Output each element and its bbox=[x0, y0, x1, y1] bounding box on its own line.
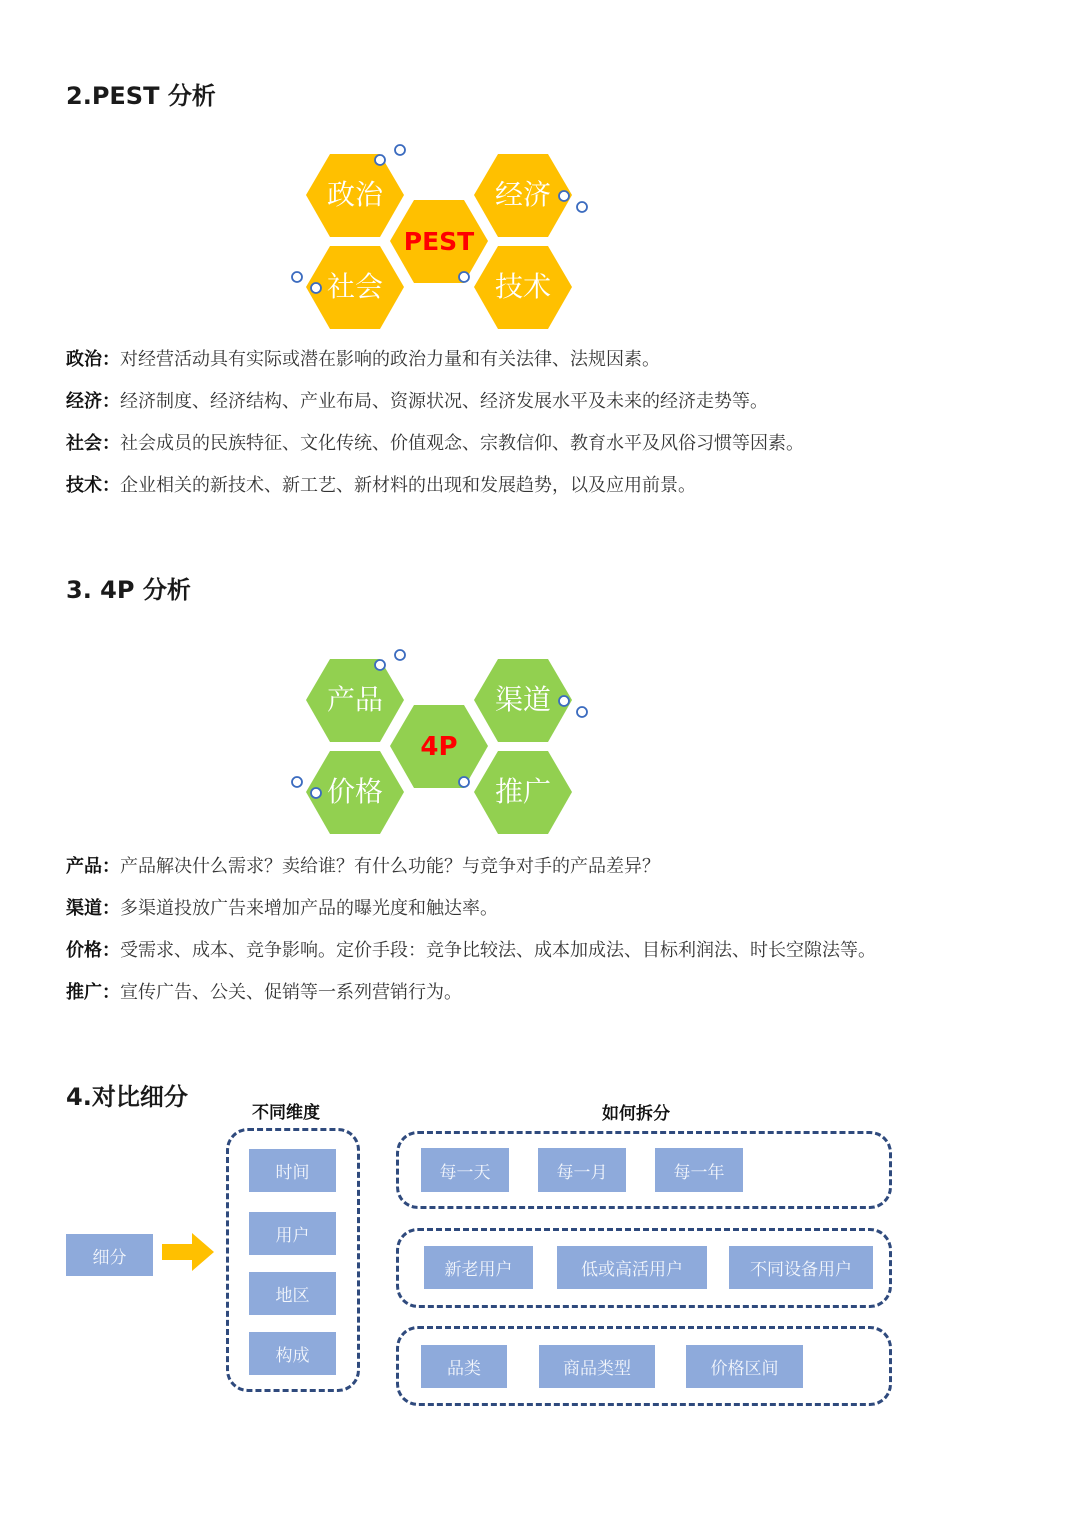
dimension-box-user: 用户 bbox=[249, 1212, 336, 1255]
hex-economy-label: 经济 bbox=[494, 178, 552, 211]
pest-item-society bbox=[66, 431, 804, 457]
definition: 经济制度、经济结构、产业布局、资源状况、经济发展水平及未来的经济走势等。 bbox=[120, 391, 768, 412]
definition: 企业相关的新技术、新工艺、新材料的出现和发展趋势，以及应用前景。 bbox=[120, 475, 696, 496]
selection-handle bbox=[311, 788, 321, 798]
dimension-box-region: 地区 bbox=[249, 1272, 336, 1315]
hex-society-label: 社会 bbox=[326, 270, 384, 303]
dimension-box-time: 时间 bbox=[249, 1149, 336, 1192]
definition: 多渠道投放广告来增加产品的曝光度和触达率。 bbox=[120, 898, 498, 919]
selection-handle bbox=[292, 777, 302, 787]
split-box: 商品类型 bbox=[539, 1345, 655, 1388]
term: 推广： bbox=[66, 982, 120, 1003]
hex-center-label: PEST bbox=[403, 227, 475, 256]
term: 渠道： bbox=[66, 898, 120, 919]
term: 技术： bbox=[66, 475, 120, 496]
pest-item-economy bbox=[66, 389, 768, 415]
pest-item-technology bbox=[66, 473, 696, 499]
term: 政治： bbox=[66, 349, 120, 370]
selection-handle bbox=[375, 155, 385, 165]
selection-handle bbox=[311, 283, 321, 293]
pest-section-title: 2.PEST 分析 bbox=[66, 82, 216, 110]
dimensions-column-title: 不同维度 bbox=[252, 1103, 320, 1123]
fourp-item-product bbox=[66, 854, 660, 880]
split-box: 品类 bbox=[421, 1345, 507, 1388]
split-box: 价格区间 bbox=[686, 1345, 803, 1388]
selection-handle bbox=[559, 191, 569, 201]
split-column-title: 如何拆分 bbox=[602, 1104, 670, 1124]
breakdown-section-title: 4.对比细分 bbox=[66, 1083, 188, 1111]
term: 产品： bbox=[66, 856, 120, 877]
split-box: 每一月 bbox=[538, 1148, 626, 1192]
fourp-item-channel bbox=[66, 896, 498, 922]
definition: 产品解决什么需求？卖给谁？有什么功能？与竞争对手的产品差异？ bbox=[120, 856, 660, 877]
hex-price-label: 价格 bbox=[326, 775, 384, 808]
selection-handle bbox=[577, 707, 587, 717]
hex-center-label: 4P bbox=[420, 732, 458, 762]
term: 经济： bbox=[66, 391, 120, 412]
fourp-item-price bbox=[66, 938, 876, 964]
dimension-box-composition: 构成 bbox=[249, 1332, 336, 1375]
selection-handle bbox=[459, 777, 469, 787]
split-box: 不同设备用户 bbox=[729, 1246, 873, 1289]
split-box: 每一年 bbox=[655, 1148, 743, 1192]
hex-product-label: 产品 bbox=[326, 683, 384, 716]
hex-politics-label: 政治 bbox=[326, 178, 384, 211]
selection-handle bbox=[559, 696, 569, 706]
split-box: 低或高活用户 bbox=[557, 1246, 707, 1289]
hex-technology-label: 技术 bbox=[494, 270, 552, 303]
selection-handle bbox=[577, 202, 587, 212]
selection-handle bbox=[395, 650, 405, 660]
selection-handle bbox=[292, 272, 302, 282]
root-node-box: 细分 bbox=[66, 1234, 153, 1276]
hex-promotion-label: 推广 bbox=[494, 775, 552, 808]
pest-hexagon-diagram bbox=[280, 138, 600, 338]
definition: 宣传广告、公关、促销等一系列营销行为。 bbox=[120, 982, 462, 1003]
definition: 社会成员的民族特征、文化传统、价值观念、宗教信仰、教育水平及风俗习惯等因素。 bbox=[120, 433, 804, 454]
selection-handle bbox=[375, 660, 385, 670]
selection-handle bbox=[395, 145, 405, 155]
fourp-section-title: 3. 4P 分析 bbox=[66, 576, 191, 604]
definition: 受需求、成本、竞争影响。定价手段：竞争比较法、成本加成法、目标利润法、时长空隙法等。 bbox=[120, 940, 876, 961]
split-box: 每一天 bbox=[421, 1148, 509, 1192]
term: 价格： bbox=[66, 940, 120, 961]
selection-handle bbox=[459, 272, 469, 282]
fourp-hexagon-diagram bbox=[280, 643, 600, 843]
definition: 对经营活动具有实际或潜在影响的政治力量和有关法律、法规因素。 bbox=[120, 349, 660, 370]
split-box: 新老用户 bbox=[424, 1246, 533, 1289]
term: 社会： bbox=[66, 433, 120, 454]
fourp-item-promotion bbox=[66, 980, 462, 1006]
hex-channel-label: 渠道 bbox=[494, 683, 552, 716]
pest-item-politics bbox=[66, 347, 660, 373]
arrow-right-icon bbox=[162, 1232, 216, 1272]
